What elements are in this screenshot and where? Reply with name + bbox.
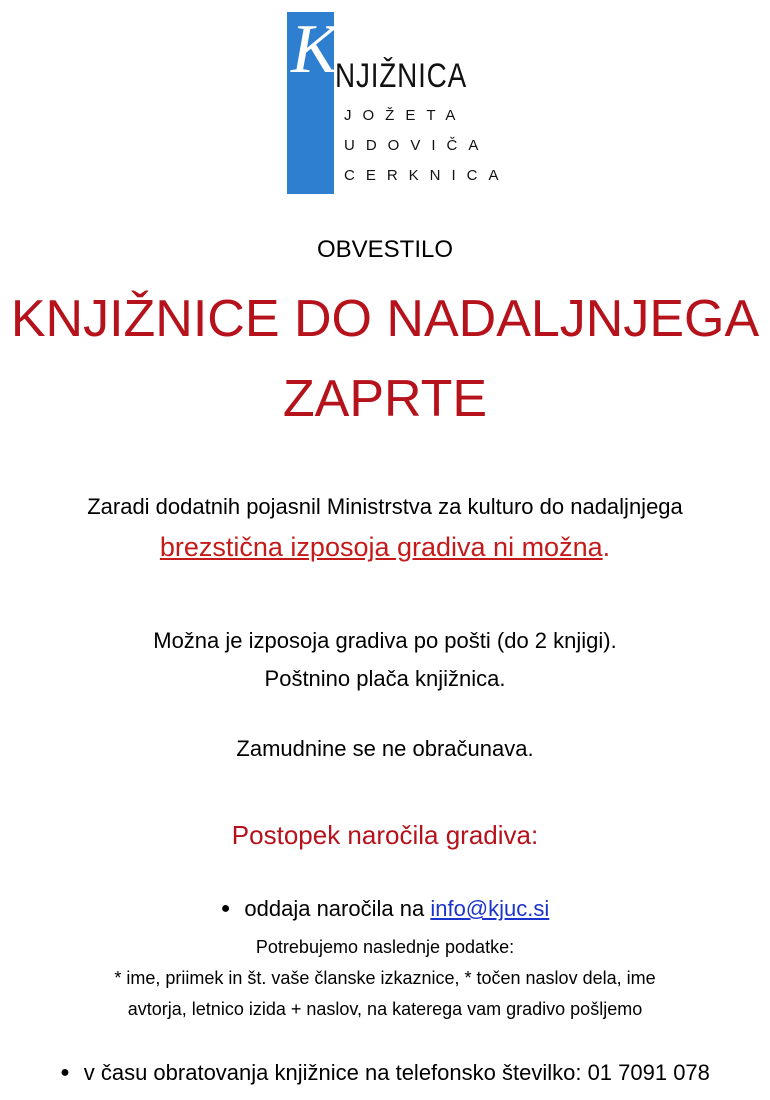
emphasis-text: brezstična izposoja gradiva ni možna <box>159 532 603 562</box>
email-link[interactable]: info@kjuc.si <box>430 896 550 921</box>
list-item-phone-text: v času obratovanja knjižnice na telefonsko številko: 01 7091 078 <box>83 1060 710 1085</box>
required-info-line-2: avtorja, letnico izida + naslov, na katerega vam gradivo pošljemo <box>127 999 643 1019</box>
emphasis-tail: . <box>602 532 611 562</box>
headline <box>0 290 770 428</box>
required-info-intro: Potrebujemo naslednje podatke: <box>255 937 515 957</box>
logo-line-1: JOŽETA <box>344 107 467 124</box>
list-item-email-prefix: oddaja naročila na <box>244 896 425 921</box>
required-info <box>0 932 770 1025</box>
paragraph-2 <box>0 622 770 698</box>
logo-name: NJIŽNICA <box>335 57 468 95</box>
paragraph-1-emphasis <box>0 532 770 563</box>
paragraph-1: Zaradi dodatnih pojasnil Ministrstva za kulturo do nadaljnjega <box>87 494 683 519</box>
list-item-phone <box>0 1060 770 1086</box>
required-info-line-1: * ime, priimek in št. vaše članske izkaznice, * točen naslov dela, ime <box>114 968 656 988</box>
paragraph-3: Zamudnine se ne obračunava. <box>236 736 534 761</box>
bullet-icon: ● <box>60 1064 70 1081</box>
headline-line-2: ZAPRTE <box>282 370 488 428</box>
notice-label: OBVESTILO <box>316 236 454 263</box>
list-item-email <box>0 896 770 922</box>
logo-line-3: CERKNICA <box>344 167 510 184</box>
procedure-heading: Postopek naročila gradiva: <box>231 820 539 850</box>
logo-initial: K <box>291 11 338 88</box>
paragraph-2-line-1: Možna je izposoja gradiva po pošti (do 2 knjigi). <box>153 628 617 653</box>
library-logo <box>287 11 510 196</box>
headline-line-1: KNJIŽNICE DO NADALJNJEGA <box>10 290 760 348</box>
bullet-icon: ● <box>220 900 231 917</box>
logo-line-2: UDOVIČA <box>344 137 490 154</box>
paragraph-2-line-2: Poštnino plača knjižnica. <box>264 666 506 691</box>
